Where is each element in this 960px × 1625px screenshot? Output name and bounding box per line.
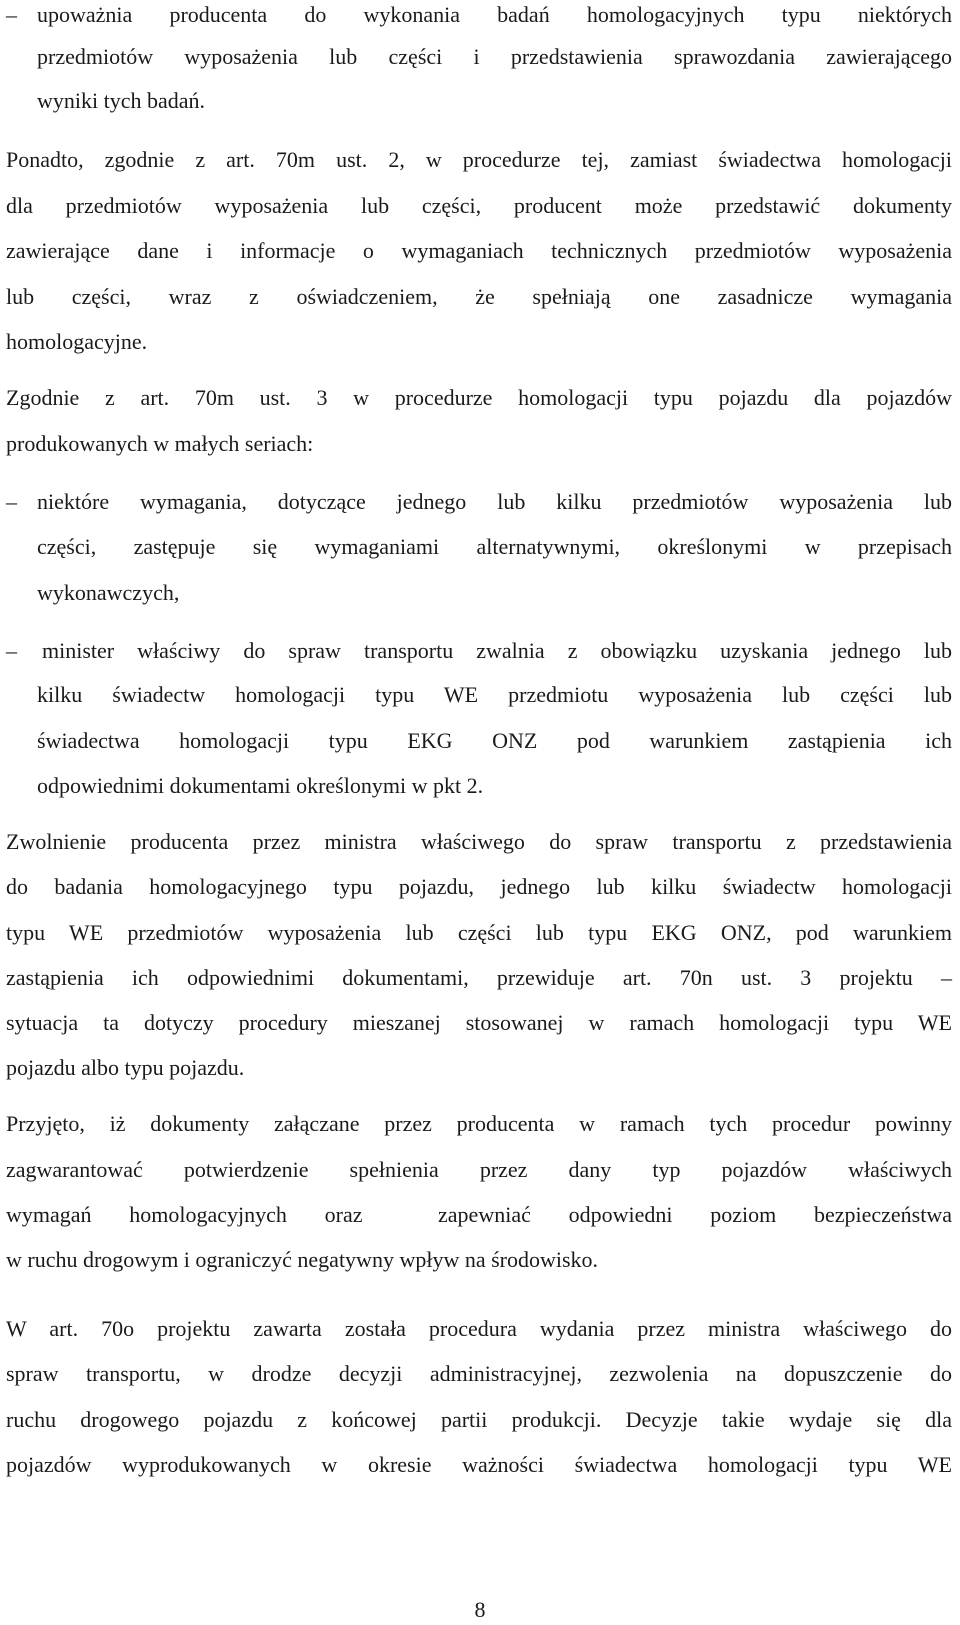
text-line: Przyjęto, iż dokumenty załączane przez producenta w ramach tych procedur powinny xyxy=(6,1111,952,1136)
text-line: wymagań homologacyjnych oraz zapewniać odpowiedni poziom bezpieczeństwa xyxy=(6,1202,952,1227)
text-line: W art. 70o projektu zawarta została procedura wydania przez ministra właściwego do xyxy=(6,1316,952,1341)
text-line: w ruchu drogowym i ograniczyć negatywny wpływ na środowisko. xyxy=(6,1247,599,1272)
list-marker: – xyxy=(6,2,17,27)
text-line: pojazdu albo typu pojazdu. xyxy=(6,1055,245,1080)
text-line: spraw transportu, w drodze decyzji administracyjnej, zezwolenia na dopuszczenie do xyxy=(6,1361,952,1386)
text-line: sytuacja ta dotyczy procedury mieszanej stosowanej w ramach homologacji typu WE xyxy=(6,1010,952,1035)
page-number: 8 xyxy=(474,1597,486,1622)
text-line: pojazdów wyprodukowanych w okresie ważności świadectwa homologacji typu WE xyxy=(6,1452,952,1477)
text-line: Ponadto, zgodnie z art. 70m ust. 2, w procedurze tej, zamiast świadectwa homologacji xyxy=(6,147,952,172)
text-line: odpowiednimi dokumentami określonymi w pkt 2. xyxy=(37,773,484,798)
text-line: homologacyjne. xyxy=(6,329,148,354)
text-line: świadectwa homologacji typu EKG ONZ pod warunkiem zastąpienia ich xyxy=(37,728,952,753)
text-line: Zgodnie z art. 70m ust. 3 w procedurze homologacji typu pojazdu dla pojazdów xyxy=(6,385,952,410)
text-line: produkowanych w małych seriach: xyxy=(6,431,314,456)
text-line: Zwolnienie producenta przez ministra właściwego do spraw transportu z przedstawienia xyxy=(6,829,952,854)
text-line: zagwarantować potwierdzenie spełnienia przez dany typ pojazdów właściwych xyxy=(6,1157,952,1182)
text-line: dla przedmiotów wyposażenia lub części, producent może przedstawić dokumenty xyxy=(6,193,952,218)
text-line: minister właściwy do spraw transportu zwalnia z obowiązku uzyskania jednego lub xyxy=(42,638,952,663)
text-line: zawierające dane i informacje o wymaganiach technicznych przedmiotów wyposażenia xyxy=(6,238,952,263)
text-line: lub części, wraz z oświadczeniem, że spełniają one zasadnicze wymagania xyxy=(6,284,952,309)
list-marker: – xyxy=(6,489,17,514)
text-line: kilku świadectw homologacji typu WE przedmiotu wyposażenia lub części lub xyxy=(37,682,952,707)
list-marker: – xyxy=(6,638,17,663)
document-page xyxy=(6,0,954,1623)
text-line: ruchu drogowego pojazdu z końcowej partii produkcji. Decyzje takie wydaje się dla xyxy=(6,1407,952,1432)
text-line: do badania homologacyjnego typu pojazdu, jednego lub kilku świadectw homologacji xyxy=(6,874,952,899)
text-line: zastąpienia ich odpowiednimi dokumentami, przewiduje art. 70n ust. 3 projektu – xyxy=(6,965,952,990)
text-line: przedmiotów wyposażenia lub części i przedstawienia sprawozdania zawierającego xyxy=(37,44,952,69)
text-line: wykonawczych, xyxy=(37,580,180,605)
text-line: typu WE przedmiotów wyposażenia lub części lub typu EKG ONZ, pod warunkiem xyxy=(6,920,952,945)
text-line: niektóre wymagania, dotyczące jednego lub kilku przedmiotów wyposażenia lub xyxy=(37,489,952,514)
text-line: upoważnia producenta do wykonania badań homologacyjnych typu niektórych xyxy=(37,2,952,27)
text-line: części, zastępuje się wymaganiami alternatywnymi, określonymi w przepisach xyxy=(37,534,952,559)
text-line: wyniki tych badań. xyxy=(37,88,206,113)
